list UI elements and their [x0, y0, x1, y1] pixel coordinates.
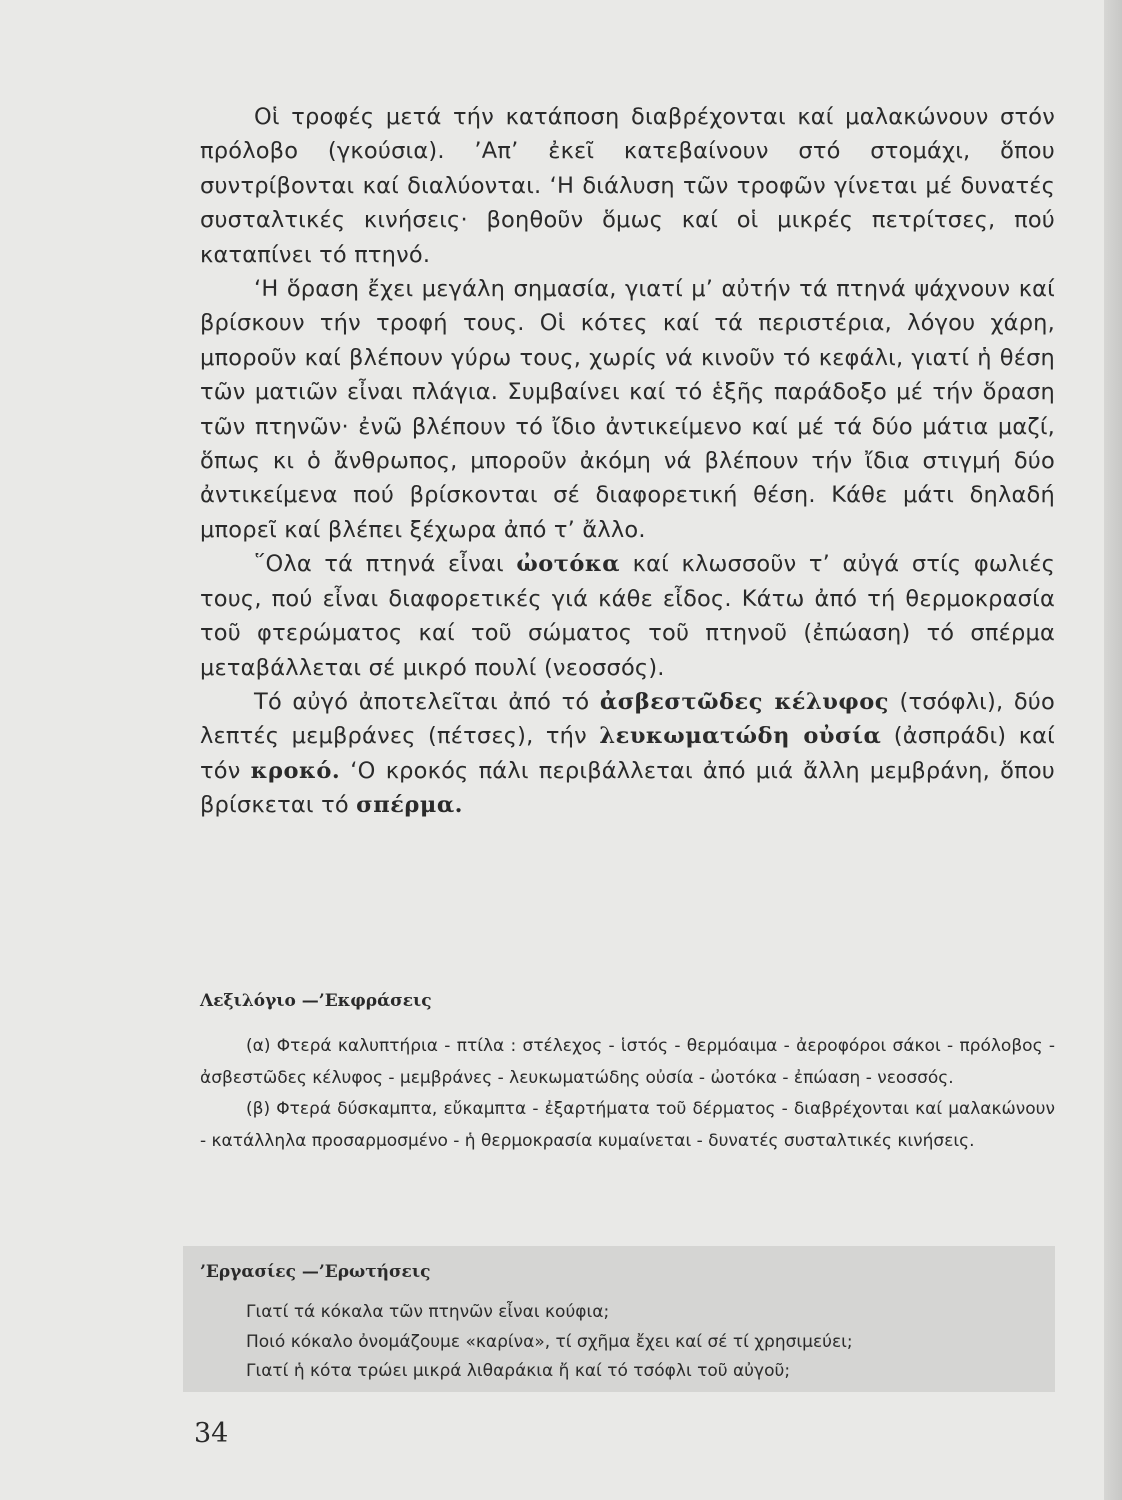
text-run: καί κλωσσοῦν τ’ αὐγά στίς φωλιές τους, πού εἶναι διαφορετικές γιά κάθε εἶδος. Κάτω ἀπό τή θερμοκρασία τοῦ φτερώματος καί τοῦ σώματος τοῦ πτηνοῦ (ἐπώαση) τό σπέρμα μεταβάλλεται σέ μικρό πουλί (νεοσσός).	[200, 551, 1056, 681]
bold-term: σπέρμα.	[356, 792, 463, 819]
text-run: ‘Ο κροκός πάλι περιβάλλεται ἀπό μιά ἄλλη μεμβράνη, ὅπου βρίσκεται τό	[200, 757, 1056, 819]
glossary-item-b: (β) Φτερά δύσκαμπτα, εὔκαμπτα - ἐξαρτήματα τοῦ δέρματος - διαβρέχονται καί μαλακώνουν - κατάλληλα προσαρμοσμένο - ἡ θερμοκρασία κυμαίνεται - δυνατές συσταλτικές κινήσεις.	[200, 1099, 1055, 1151]
question-item: Ποιό κόκαλο ὀνομάζουμε «καρίνα», τί σχῆμα ἔχει καί σέ τί χρησιμεύει;	[246, 1331, 853, 1352]
glossary-title: Λεξιλόγιο —’Εκφράσεις	[200, 991, 432, 1011]
question-item: Γιατί τά κόκαλα τῶν πτηνῶν εἶναι κούφια;	[246, 1302, 610, 1322]
text-run: Τό αὐγό ἀποτελεῖται ἀπό τό	[254, 688, 600, 715]
bold-term: κροκό.	[250, 757, 341, 784]
paragraph-digestion: Οἱ τροφές μετά τήν κατάποση διαβρέχονται καί μαλακώνουν στόν πρόλοβο (γκούσια). ’Απ’ ἐκεῖ κατεβαίνουν στό στομάχι, ὅπου συντρίβονται καί διαλύονται. ‘Η διάλυση τῶν τροφῶν γίνεται μέ δυνατές συσταλτικές κινήσεις· βοηθοῦν ὅμως καί οἱ μικρές πετρίτσες, πού καταπίνει τό πτηνό.	[200, 104, 1055, 268]
exercises-title: ’Εργασίες —’Ερωτήσεις	[200, 1262, 431, 1282]
text-run: ῞Ολα τά πτηνά εἶναι	[254, 551, 517, 578]
page-number: 34	[194, 1418, 229, 1449]
exercises-box	[183, 1246, 1055, 1392]
glossary-item-a: (α) Φτερά καλυπτήρια - πτίλα : στέλεχος - ἱστός - θερμόαιμα - ἀεροφόροι σάκοι - πρόλοβος - ἀσβεστῶδες κέλυφος - μεμβράνες - λευκωματώδης οὐσία - ὠοτόκα - ἐπώαση - νεοσσός.	[200, 1036, 1055, 1088]
paragraph-vision: ‘Η ὅραση ἔχει μεγάλη σημασία, γιατί μ’ αὐτήν τά πτηνά ψάχνουν καί βρίσκουν τήν τροφή τους. Οἱ κότες καί τά περιστέρια, λόγου χάρη, μποροῦν καί βλέπουν γύρω τους, χωρίς νά κινοῦν τό κεφάλι, γιατί ἡ θέση τῶν ματιῶν εἶναι πλάγια. Συμβαίνει καί τό ἑξῆς παράδοξο μέ τήν ὅραση τῶν πτηνῶν· ἐνῶ βλέπουν τό ἴδιο ἀντικείμενο καί μέ τά δύο μάτια μαζί, ὅπως κι ὁ ἄνθρωπος, μποροῦν ἀκόμη νά βλέπουν τήν ἴδια στιγμή δύο ἀντικείμενα πού βρίσκονται σέ διαφορετική θέση. Κάθε μάτι δηλαδή μπορεῖ καί βλέπει ξέχωρα ἀπό τ’ ἄλλο.	[200, 276, 1055, 543]
page-edge	[1104, 0, 1122, 1500]
text-run: (τσόφλι), δύο λεπτές μεμβράνες (πέτσες), τήν	[200, 688, 1055, 750]
bold-term: ὠοτόκα	[516, 551, 621, 578]
main-text	[200, 100, 1055, 823]
questions-list	[246, 1298, 853, 1387]
glossary-section	[200, 986, 1055, 1157]
paragraph-eggs	[200, 547, 1055, 685]
question-item: Γιατί ἡ κότα τρώει μικρά λιθαράκια ἤ καί τό τσόφλι τοῦ αὐγοῦ;	[246, 1361, 791, 1381]
bold-term: λευκωματώδη οὐσία	[599, 723, 882, 750]
paragraph-egg-structure	[200, 685, 1055, 823]
text-run: (ἀσπράδι) καί τόν	[200, 723, 1055, 784]
bold-term: ἀσβεστῶδες κέλυφος	[599, 688, 889, 715]
